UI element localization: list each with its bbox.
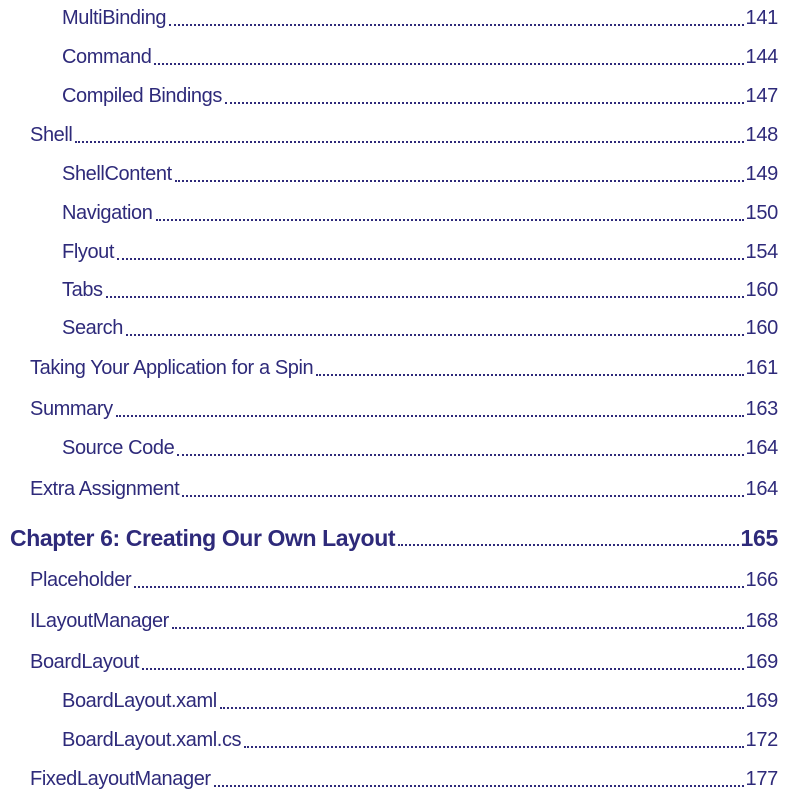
toc-entry-page: 168 — [745, 610, 778, 632]
toc-entry[interactable] — [62, 316, 778, 340]
dot-leader — [220, 707, 744, 709]
toc-entry[interactable] — [30, 477, 778, 501]
toc-entry-title: MultiBinding — [62, 7, 167, 29]
toc-entry[interactable] — [62, 436, 778, 460]
toc-entry-title: Chapter 6: Creating Our Own Layout — [10, 525, 396, 551]
toc-entry-title: BoardLayout.xaml.cs — [62, 729, 242, 751]
toc-entry-page: 164 — [745, 437, 778, 459]
toc-entry[interactable] — [30, 609, 778, 633]
dot-leader — [244, 746, 743, 748]
toc-entry-title: ILayoutManager — [30, 610, 169, 632]
toc-entry-page: 149 — [745, 163, 778, 185]
dot-leader — [172, 627, 744, 629]
dot-leader — [116, 415, 744, 417]
toc-entry-title: Placeholder — [30, 569, 132, 591]
toc-entry[interactable] — [30, 397, 778, 421]
toc-entry-page: 169 — [745, 690, 778, 712]
toc-entry[interactable] — [30, 650, 778, 674]
toc-entry-title: Flyout — [62, 241, 115, 263]
dot-leader — [156, 219, 744, 221]
dot-leader — [182, 495, 743, 497]
toc-entry-page: 147 — [745, 85, 778, 107]
toc-entry-title: Command — [62, 46, 152, 68]
toc-entry[interactable] — [62, 689, 778, 713]
toc-entry-page: 169 — [745, 651, 778, 673]
toc-entry[interactable] — [62, 728, 778, 752]
dot-leader — [177, 454, 743, 456]
dot-leader — [106, 296, 744, 298]
toc-entry[interactable] — [30, 568, 778, 592]
toc-entry-title: BoardLayout.xaml — [62, 690, 217, 712]
toc-entry[interactable] — [62, 84, 778, 108]
dot-leader — [126, 334, 744, 336]
dot-leader — [75, 141, 743, 143]
toc-entry-page: 148 — [745, 124, 778, 146]
toc-chapter-entry[interactable] — [10, 526, 778, 550]
toc-entry-title: Search — [62, 317, 123, 339]
dot-leader — [134, 586, 743, 588]
dot-leader — [225, 102, 744, 104]
dot-leader — [117, 258, 743, 260]
toc-entry[interactable] — [62, 6, 778, 30]
toc-entry-title: Source Code — [62, 437, 175, 459]
toc-entry-title: ShellContent — [62, 163, 172, 185]
toc-entry[interactable] — [62, 278, 778, 302]
toc-entry-title: Navigation — [62, 202, 153, 224]
toc-entry-title: Shell — [30, 124, 73, 146]
dot-leader — [214, 785, 744, 787]
toc-entry[interactable] — [30, 356, 778, 380]
dot-leader — [154, 63, 743, 65]
toc-entry-page: 163 — [745, 398, 778, 420]
toc-entry-page: 161 — [745, 357, 778, 379]
toc-entry[interactable] — [62, 240, 778, 264]
toc-entry[interactable] — [30, 123, 778, 147]
toc-entry-title: BoardLayout — [30, 651, 140, 673]
toc-entry-page: 150 — [745, 202, 778, 224]
dot-leader — [316, 374, 743, 376]
toc-entry[interactable] — [62, 45, 778, 69]
toc-entry-page: 141 — [745, 7, 778, 29]
dot-leader — [169, 24, 743, 26]
toc-entry-title: Tabs — [62, 279, 103, 301]
toc-entry-title: Taking Your Application for a Spin — [30, 357, 314, 379]
toc-entry[interactable] — [62, 201, 778, 225]
toc-entry-title: Compiled Bindings — [62, 85, 222, 107]
toc-entry-title: FixedLayoutManager — [30, 768, 211, 790]
toc-entry-page: 160 — [745, 279, 778, 301]
toc-entry-page: 166 — [745, 569, 778, 591]
toc-entry-page: 164 — [745, 478, 778, 500]
dot-leader — [398, 544, 738, 546]
toc-entry-page: 154 — [745, 241, 778, 263]
toc-entry-title: Extra Assignment — [30, 478, 180, 500]
toc-entry-page: 144 — [745, 46, 778, 68]
toc-entry[interactable] — [30, 767, 778, 791]
toc-entry[interactable] — [62, 162, 778, 186]
toc-entry-title: Summary — [30, 398, 113, 420]
dot-leader — [142, 668, 743, 670]
toc-entry-page: 172 — [745, 729, 778, 751]
toc-entry-page: 160 — [745, 317, 778, 339]
toc-entry-page: 165 — [740, 525, 778, 551]
toc-entry-page: 177 — [745, 768, 778, 790]
dot-leader — [175, 180, 744, 182]
